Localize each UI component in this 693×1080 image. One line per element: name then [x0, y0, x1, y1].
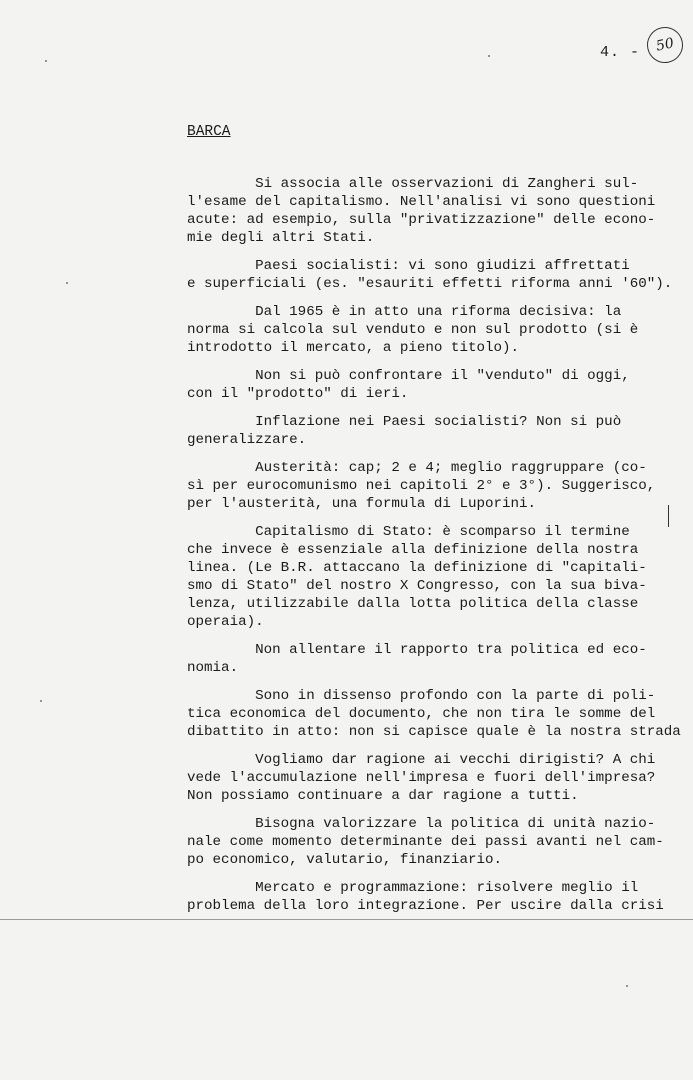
- paragraph: Vogliamo dar ragione ai vecchi dirigisti? A chi vede l'accumulazione nell'impresa e fuori dell'impresa? Non possiamo continuare a dar ragione a tutti.: [187, 752, 656, 804]
- margin-mark: [668, 505, 669, 527]
- paragraph: Sono in dissenso profondo con la parte di poli- tica economica del documento, che non tira le somme del dibattito in atto: non si capisce quale è la nostra strada: [187, 688, 681, 740]
- paragraph: Austerità: cap; 2 e 4; meglio raggruppare (co- sì per eurocomunismo nei capitoli 2° e 3°). Suggerisco, per l'austerità, una formula di Luporini.: [187, 460, 656, 512]
- paper-speck: [488, 55, 490, 57]
- paragraph: Non si può confrontare il "venduto" di oggi, con il "prodotto" di ieri.: [187, 368, 630, 402]
- paragraph: Capitalismo di Stato: è scomparso il termine che invece è essenziale alla definizione della nostra linea. (Le B.R. attaccano la definizione di "capitali- smo di Stato" del nostro X Congresso, con la sua biva- lenza, utilizzabile dalla lotta politica della classe operaia).: [187, 524, 647, 630]
- paragraph: Bisogna valorizzare la politica di unità nazio- nale come momento determinante dei passi avanti nel cam- po economico, valutario, finanziario.: [187, 816, 664, 868]
- paper-speck: [626, 985, 628, 987]
- page-fold-line: [0, 919, 693, 920]
- paper-speck: [40, 700, 42, 702]
- paragraph: Dal 1965 è in atto una riforma decisiva: la norma si calcola sul venduto e non sul prodotto (si è introdotto il mercato, a pieno titolo).: [187, 304, 639, 356]
- document-body: [187, 175, 681, 925]
- paragraph: Paesi socialisti: vi sono giudizi affrettati e superficiali (es. "esauriti effetti riforma anni '60").: [187, 258, 673, 292]
- paragraph: Inflazione nei Paesi socialisti? Non si può generalizzare.: [187, 414, 622, 448]
- paragraph: Si associa alle osservazioni di Zangheri sul- l'esame del capitalismo. Nell'analisi vi sono questioni acute: ad esempio, sulla "privatizzazione" delle econo- mie degli altri Stati.: [187, 176, 656, 246]
- paragraph: Non allentare il rapporto tra politica ed eco- nomia.: [187, 642, 647, 676]
- page-stamp: 50: [644, 24, 687, 67]
- section-heading: BARCA: [187, 124, 231, 140]
- paper-speck: [66, 282, 68, 284]
- page-number: 4. -: [600, 44, 641, 61]
- paragraph: Mercato e programmazione: risolvere meglio il problema della loro integrazione. Per uscire dalla crisi: [187, 880, 664, 914]
- paper-speck: [45, 60, 47, 62]
